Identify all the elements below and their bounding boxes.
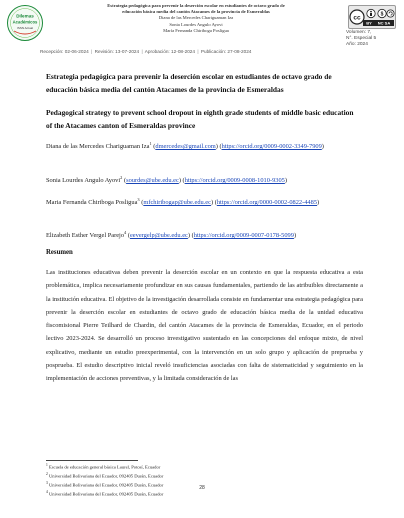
cc-badge-nc-sa: NC SA [377, 20, 391, 26]
cc-badge-by: BY [366, 20, 372, 26]
journal-logo-icon [6, 4, 44, 42]
logo-text-1: Dilemas [16, 13, 34, 19]
running-header [60, 3, 332, 34]
author-orcid-link[interactable]: https://orcid.org/0000-0002-0822-4485 [216, 199, 318, 207]
logo-text-2: Académicos [12, 19, 38, 25]
article-dates [40, 49, 340, 54]
logo-text-3: ISSN Actual [16, 26, 34, 30]
cc-license-badge-icon[interactable] [348, 5, 396, 29]
date-separator: | [197, 49, 199, 54]
footnote-divider [46, 460, 138, 461]
author-affiliation-mark: 1 [149, 141, 152, 146]
author-name: Elizabeth Esther Vergel Parejo [46, 232, 125, 240]
footnote-item: $^2$ Universidad Bolivariana del Ecuador, 092405 Durán, Ecuador [46, 471, 164, 479]
author-orcid-link[interactable]: https://orcid.org/0009-0007-0178-5099 [193, 232, 294, 240]
footnote-item: $^1$ Escuela de educación general básica Laurel, Potosí, Ecuador [46, 463, 161, 470]
title-english: Pedagogical strategy to prevent school dropout in eighth grade students of middle basic education of the Atacames canton of Esmeraldas province [46, 108, 354, 131]
number-line: N°. Especial 5 [346, 35, 377, 41]
footnote-item: $^3$ Universidad Bolivariana del Ecuador, 092405 Durán, Ecuador [46, 480, 164, 488]
svg-text:$: $ [380, 11, 384, 18]
header-title-line-1: Estrategia pedagógica para prevenir la deserción escolar en estudiantes de octavo grado de [107, 3, 285, 8]
author-email-link[interactable]: dmercedes@gmail.com [155, 143, 216, 151]
author-affiliation-mark: 2 [120, 175, 123, 180]
author-email-link[interactable]: sourdes@ube.edu.ec [126, 177, 179, 185]
abstract-body: Las instituciones educativas deben prevenir la deserción escolar en un contexto en que la respuesta educativa a esta problemática, implica necesariamente profundizar en sus causas fundamentales, partiendo de las atribuibles directamente a la institución educativa. El objetivo de la investigación desarrollada consiste en fundamentar una estrategia pedagógica para prevenir la deserción escolar en estudiantes de octavo grado de educación básica media de la unidad educativa fiscomisional Pierre Teilhard de Chardin, del cantón Atacames de la provincia de Esmeraldas, Ecuador, en el periodo lectivo 2023-2024. Se desarrolló un proceso investigativo sustentado en las concepciones del enfoque mixto, de nivel explicativo, mediante un estudio preexperimental, con la intervención en un solo grupo y aplicación de preprueba y posprueba. El estudio descriptivo inicial reveló insuficiencias asociadas con falta de sistematicidad y seguimiento en la implementación de acciones preventivas, y la limitada consideración de las [46, 269, 363, 383]
author-orcid-link[interactable]: https://orcid.org/0009-0008-1010-9305 [184, 177, 285, 185]
footnote-item: $^4$ Universidad Bolivariana del Ecuador, 092405 Durán, Ecuador [46, 489, 164, 497]
author-name: Sonia Lourdes Angulo Ayovi [46, 177, 121, 185]
year-line: Año: 2024 [346, 41, 368, 47]
author-line-1: Diana de las Mercedes Chariguaman Iza$^1$ (dmercedes@gmail.com) (https://orcid.org/0009-0002-3349-7909) [46, 141, 324, 151]
header-author-1: Diana de las Mercedes Chariguaman Iza [158, 15, 234, 21]
date-approved: Aprobación: 12-08-2024 [144, 49, 196, 54]
header-title-line-2: educación básica media del cantón Atacames de la provincia de Esmeraldas [122, 9, 270, 15]
date-separator: | [141, 49, 143, 54]
author-name: Maria Fernanda Chiriboga Posligua [46, 199, 138, 207]
date-received: Recepción: 02-06-2024 [40, 49, 89, 54]
abstract-heading: Resumen [46, 249, 73, 256]
author-name: Diana de las Mercedes Chariguaman Iza [46, 143, 150, 151]
footnotes [46, 462, 346, 498]
author-line-2: Sonia Lourdes Angulo Ayovi$^2$ (sourdes@ube.edu.ec) (https://orcid.org/0009-0008-1010-9305) [46, 175, 287, 185]
author-email-link[interactable]: eevergelp@ube.edu.ec [129, 232, 188, 240]
date-separator: | [91, 49, 93, 54]
author-line-4: Elizabeth Esther Vergel Parejo$^4$ (eevergelp@ube.edu.ec) (https://orcid.org/0009-0007-0178-5099) [46, 230, 297, 240]
volume-info [346, 30, 400, 47]
author-line-3: Maria Fernanda Chiriboga Posligua$^3$ (mfchiribogap@ube.edu.ec) (https://orcid.org/0000-0002-0822-4485) [46, 197, 320, 207]
title-spanish: Estrategia pedagógica para prevenir la deserción escolar en estudiantes de octavo grado de educación básica media del cantón Atacames de la provincia de Esmeraldas [46, 72, 332, 95]
author-email-link[interactable]: mfchiribogap@ube.edu.ec [143, 199, 211, 207]
author-affiliation-mark: 4 [124, 230, 127, 235]
author-affiliation-mark: 3 [137, 197, 140, 202]
author-orcid-link[interactable]: https://orcid.org/0009-0002-3349-7909 [221, 143, 322, 151]
date-published: Publicación: 27-08-2024 [200, 49, 252, 54]
page-number: 28 [199, 485, 205, 491]
header-author-2: Sonia Lourdes Angulo Ayovi [169, 21, 223, 27]
header-author-3: María Fernanda Chiriboga Posligua [163, 27, 229, 33]
date-reviewed: Revisión: 13-07-2024 [94, 49, 140, 54]
volume-line: Volumen: 7, [346, 30, 372, 35]
svg-text:cc: cc [353, 14, 361, 22]
